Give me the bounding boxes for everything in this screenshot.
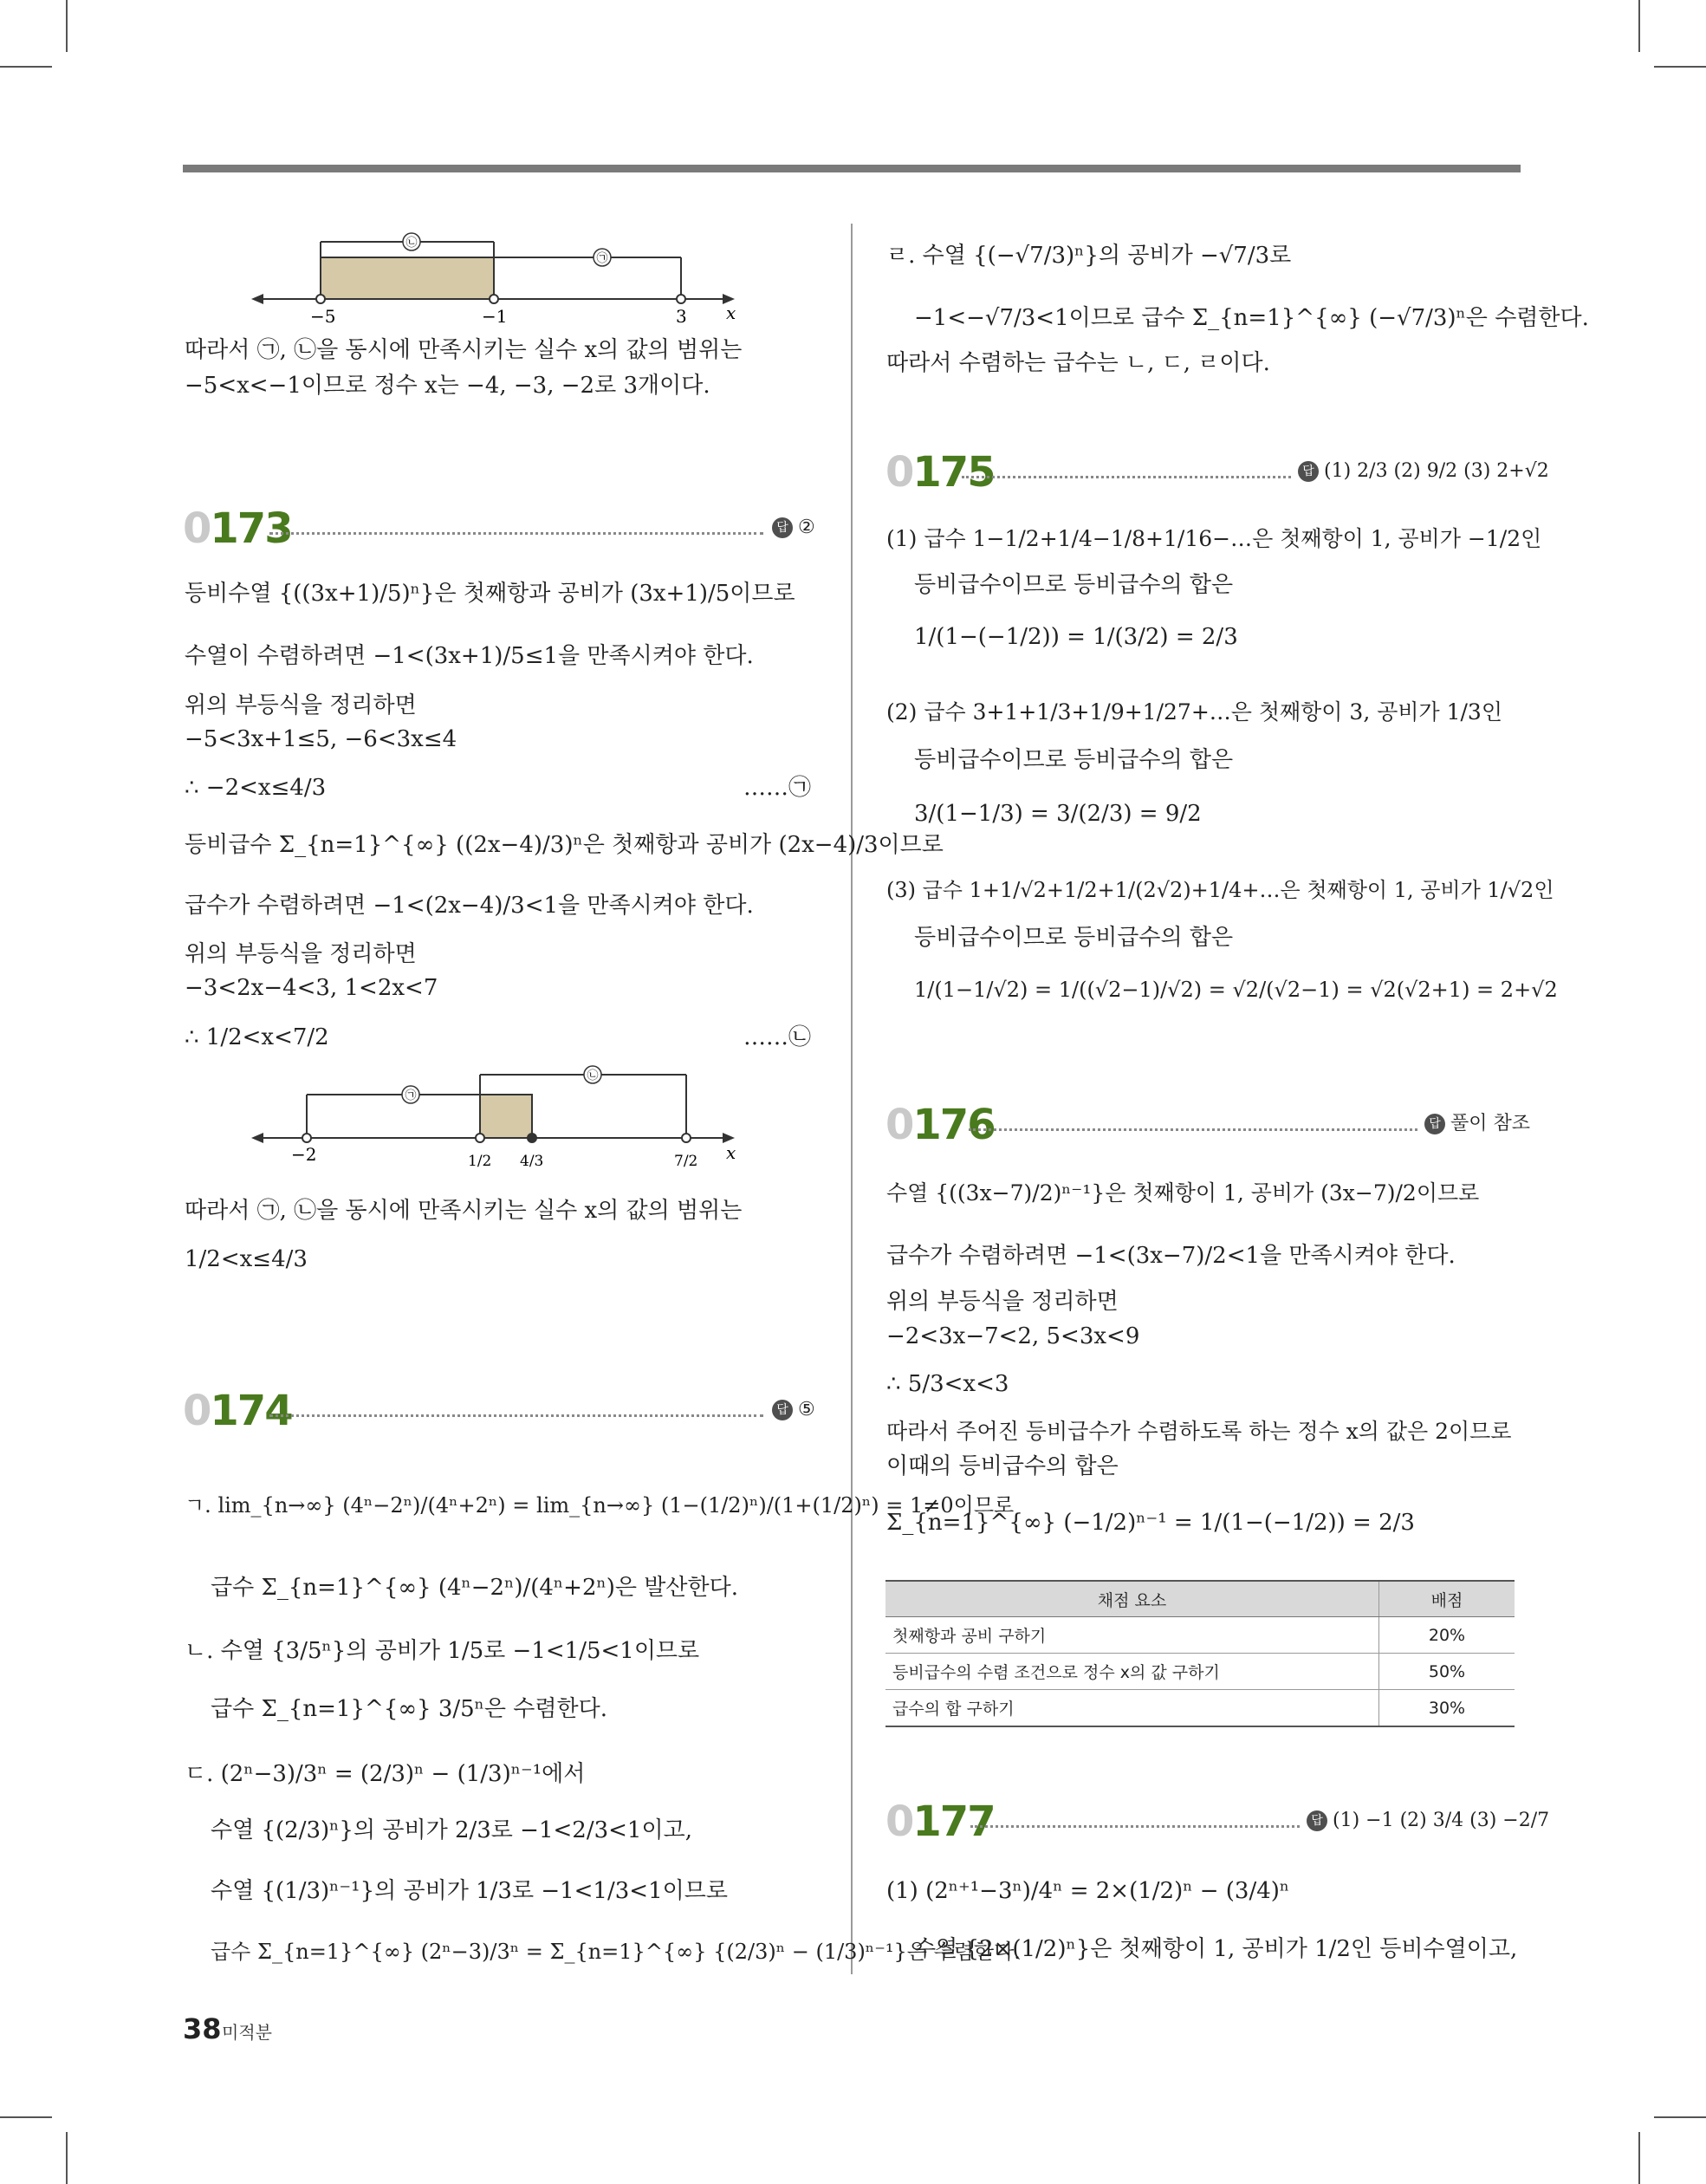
- solution-line: (2) 급수 3+1+1/3+1/9+1/27+…은 첫째항이 3, 공비가 1/3인: [886, 699, 1502, 725]
- table-cell: 50%: [1379, 1654, 1515, 1690]
- solution-line: ㄱ. lim_{n→∞} (4ⁿ−2ⁿ)/(4ⁿ+2ⁿ) = lim_{n→∞} (1−(1/2)ⁿ)/(1+(1/2)ⁿ) = 1≠0이므로: [185, 1493, 1015, 1518]
- solution-line: 따라서 주어진 등비급수가 수렴하도록 하는 정수 x의 값은 2이므로: [886, 1419, 1512, 1444]
- equation-mark: ……㉠: [743, 775, 812, 801]
- crop-mark: [0, 2116, 52, 2118]
- solution-line: 1/(1−(−1/2)) = 1/(3/2) = 2/3: [914, 624, 1238, 650]
- leader-dots: [962, 476, 1291, 478]
- solution-line: −2<3x−7<2, 5<3x<9: [886, 1323, 1140, 1349]
- solution-line: 수열이 수렴하려면 −1<(3x+1)/5≤1을 만족시켜야 한다.: [185, 643, 754, 669]
- problem-header-177: [885, 1796, 1550, 1848]
- table-cell: 등비급수의 수렴 조건으로 정수 x의 값 구하기: [885, 1654, 1379, 1690]
- crop-mark: [0, 66, 52, 68]
- solution-line: 위의 부등식을 정리하면: [185, 692, 417, 718]
- tick-label: −1: [482, 306, 508, 327]
- tick-label: x: [726, 1142, 736, 1163]
- answer-badge-icon: 답: [1424, 1114, 1445, 1134]
- column-divider: [851, 224, 853, 1974]
- solution-line: (1) 급수 1−1/2+1/4−1/8+1/16−…은 첫째항이 1, 공비가 −1/2인: [886, 526, 1542, 551]
- table-header: 배점: [1379, 1581, 1515, 1617]
- tick-label: −2: [291, 1144, 317, 1165]
- table-row: [885, 1654, 1515, 1690]
- solution-line: ∴ 5/3<x<3: [886, 1371, 1009, 1397]
- solution-line: 수열 {2×(1/2)ⁿ}은 첫째항이 1, 공비가 1/2인 등비수열이고,: [914, 1936, 1518, 1962]
- leader-dots: [969, 1128, 1417, 1131]
- answer: 답 (1) 2/3 (2) 9/2 (3) 2+√2: [1298, 458, 1549, 484]
- conclusion-line: 따라서 ㉠, ㉡을 동시에 만족시키는 실수 x의 값의 범위는: [185, 1198, 743, 1224]
- subject-label: 미적분: [222, 2022, 272, 2043]
- solution-line: 등비급수이므로 등비급수의 합은: [914, 747, 1234, 773]
- mark-label: ㉡: [587, 1069, 599, 1082]
- solution-line: ㄴ. 수열 {3/5ⁿ}의 공비가 1/5로 −1<1/5<1이므로: [185, 1638, 700, 1664]
- problem-header-174: [183, 1385, 815, 1437]
- solution-line: 등비급수이므로 등비급수의 합은: [914, 572, 1234, 598]
- solution-line: ㄷ. (2ⁿ−3)/3ⁿ = (2/3)ⁿ − (1/3)ⁿ⁻¹에서: [185, 1761, 586, 1787]
- solution-line: −1<−√7/3<1이므로 급수 Σ_{n=1}^{∞} (−√7/3)ⁿ은 수렴한다.: [914, 305, 1589, 331]
- problem-header-175: [885, 446, 1549, 498]
- tick-label: 3: [676, 306, 687, 327]
- tick-label: 4/3: [520, 1153, 544, 1170]
- crop-mark: [1638, 0, 1640, 52]
- solution-line: 이때의 등비급수의 합은: [886, 1453, 1119, 1479]
- conclusion-line: 1/2<x≤4/3: [185, 1246, 308, 1272]
- solution-line: 급수가 수렴하려면 −1<(2x−4)/3<1을 만족시켜야 한다.: [185, 893, 754, 919]
- problem-number: 0177: [885, 1797, 995, 1846]
- crop-mark: [1654, 2116, 1706, 2118]
- tick-label: 1/2: [468, 1153, 492, 1170]
- solution-line: 수열 {(1/3)ⁿ⁻¹}의 공비가 1/3로 −1<1/3<1이므로: [211, 1878, 728, 1904]
- scoring-table: [885, 1580, 1515, 1727]
- problem-number: 0174: [183, 1387, 292, 1435]
- solution-line: 급수 Σ_{n=1}^{∞} 3/5ⁿ은 수렴한다.: [211, 1696, 608, 1722]
- table-cell: 20%: [1379, 1617, 1515, 1654]
- solution-line: −5<3x+1≤5, −6<3x≤4: [185, 726, 457, 752]
- problem-number: 0173: [183, 504, 292, 553]
- crop-mark: [66, 2132, 68, 2184]
- number-line-intro: [251, 227, 754, 331]
- leader-dots: [269, 1414, 763, 1417]
- answer: 답 ②: [772, 515, 815, 541]
- solution-line: 급수 Σ_{n=1}^{∞} (2ⁿ−3)/3ⁿ = Σ_{n=1}^{∞} {(2/3)ⁿ − (1/3)ⁿ⁻¹}은 수렴한다.: [211, 1940, 1021, 1964]
- problem-header-176: [885, 1099, 1531, 1151]
- solution-line: 3/(1−1/3) = 3/(2/3) = 9/2: [914, 801, 1202, 827]
- problem-header-173: [183, 503, 815, 555]
- solution-line: 수열 {(2/3)ⁿ}의 공비가 2/3로 −1<2/3<1이고,: [211, 1817, 692, 1843]
- equation-mark: ……㉡: [743, 1024, 812, 1050]
- top-rule: [183, 165, 1521, 172]
- leader-dots: [269, 532, 763, 535]
- number-line-173: [251, 1062, 754, 1187]
- answer-badge-icon: 답: [772, 517, 793, 538]
- answer: 답 풀이 참조: [1424, 1111, 1530, 1137]
- solution-line: 위의 부등식을 정리하면: [185, 941, 417, 967]
- crop-mark: [1638, 2132, 1640, 2184]
- table-row: [885, 1690, 1515, 1727]
- solution-line: 위의 부등식을 정리하면: [886, 1289, 1119, 1315]
- page-number: 38: [183, 2012, 222, 2045]
- solution-line: ∴ −2<x≤4/3: [185, 775, 327, 801]
- table-cell: 30%: [1379, 1690, 1515, 1727]
- intro-line: 따라서 ㉠, ㉡을 동시에 만족시키는 실수 x의 값의 범위는: [185, 337, 743, 363]
- solution-line: 급수가 수렴하려면 −1<(3x−7)/2<1을 만족시켜야 한다.: [886, 1243, 1456, 1269]
- answer: 답 ⑤: [772, 1397, 815, 1423]
- solution-line: −3<2x−4<3, 1<2x<7: [185, 975, 438, 1001]
- solution-line: (3) 급수 1+1/√2+1/2+1/(2√2)+1/4+…은 첫째항이 1, 공비가 1/√2인: [886, 878, 1554, 902]
- table-cell: 급수의 합 구하기: [885, 1690, 1379, 1727]
- solution-line: (1) (2ⁿ⁺¹−3ⁿ)/4ⁿ = 2×(1/2)ⁿ − (3/4)ⁿ: [886, 1878, 1290, 1904]
- solution-line: ㄹ. 수열 {(−√7/3)ⁿ}의 공비가 −√7/3로: [886, 243, 1292, 269]
- mark-label: ㉠: [405, 1089, 417, 1102]
- answer: 답 (1) −1 (2) 3/4 (3) −2/7: [1307, 1808, 1549, 1834]
- solution-line: 등비급수 Σ_{n=1}^{∞} ((2x−4)/3)ⁿ은 첫째항과 공비가 (2x−4)/3이므로: [185, 832, 944, 858]
- problem-number: 0176: [885, 1101, 995, 1149]
- solution-line: 1/(1−1/√2) = 1/((√2−1)/√2) = √2/(√2−1) = √2(√2+1) = 2+√2: [914, 978, 1558, 1002]
- table-row: [885, 1617, 1515, 1654]
- solution-line: 수열 {((3x−7)/2)ⁿ⁻¹}은 첫째항이 1, 공비가 (3x−7)/2이므로: [886, 1180, 1480, 1206]
- table-header: 채점 요소: [885, 1581, 1379, 1617]
- table-header-row: [885, 1581, 1515, 1617]
- crop-mark: [66, 0, 68, 52]
- solution-line: 따라서 수렴하는 급수는 ㄴ, ㄷ, ㄹ이다.: [886, 350, 1270, 376]
- mark-label: ㉠: [596, 252, 608, 265]
- answer-badge-icon: 답: [1307, 1810, 1327, 1831]
- solution-line: 등비수열 {((3x+1)/5)ⁿ}은 첫째항과 공비가 (3x+1)/5이므로: [185, 581, 795, 607]
- mark-label: ㉡: [405, 237, 418, 250]
- solution-line: ∴ 1/2<x<7/2: [185, 1024, 329, 1050]
- answer-badge-icon: 답: [772, 1400, 793, 1420]
- crop-mark: [1654, 66, 1706, 68]
- leader-dots: [970, 1825, 1300, 1828]
- table-cell: 첫째항과 공비 구하기: [885, 1617, 1379, 1654]
- solution-line: Σ_{n=1}^{∞} (−1/2)ⁿ⁻¹ = 1/(1−(−1/2)) = 2/3: [886, 1510, 1415, 1536]
- solution-line: 급수 Σ_{n=1}^{∞} (4ⁿ−2ⁿ)/(4ⁿ+2ⁿ)은 발산한다.: [211, 1575, 739, 1601]
- answer-badge-icon: 답: [1298, 461, 1319, 482]
- tick-label: 7/2: [674, 1153, 698, 1170]
- tick-label: x: [726, 302, 736, 323]
- problem-number: 0175: [885, 448, 995, 497]
- tick-label: −5: [310, 306, 336, 327]
- solution-line: 등비급수이므로 등비급수의 합은: [914, 925, 1234, 951]
- intro-line: −5<x<−1이므로 정수 x는 −4, −3, −2로 3개이다.: [185, 373, 710, 399]
